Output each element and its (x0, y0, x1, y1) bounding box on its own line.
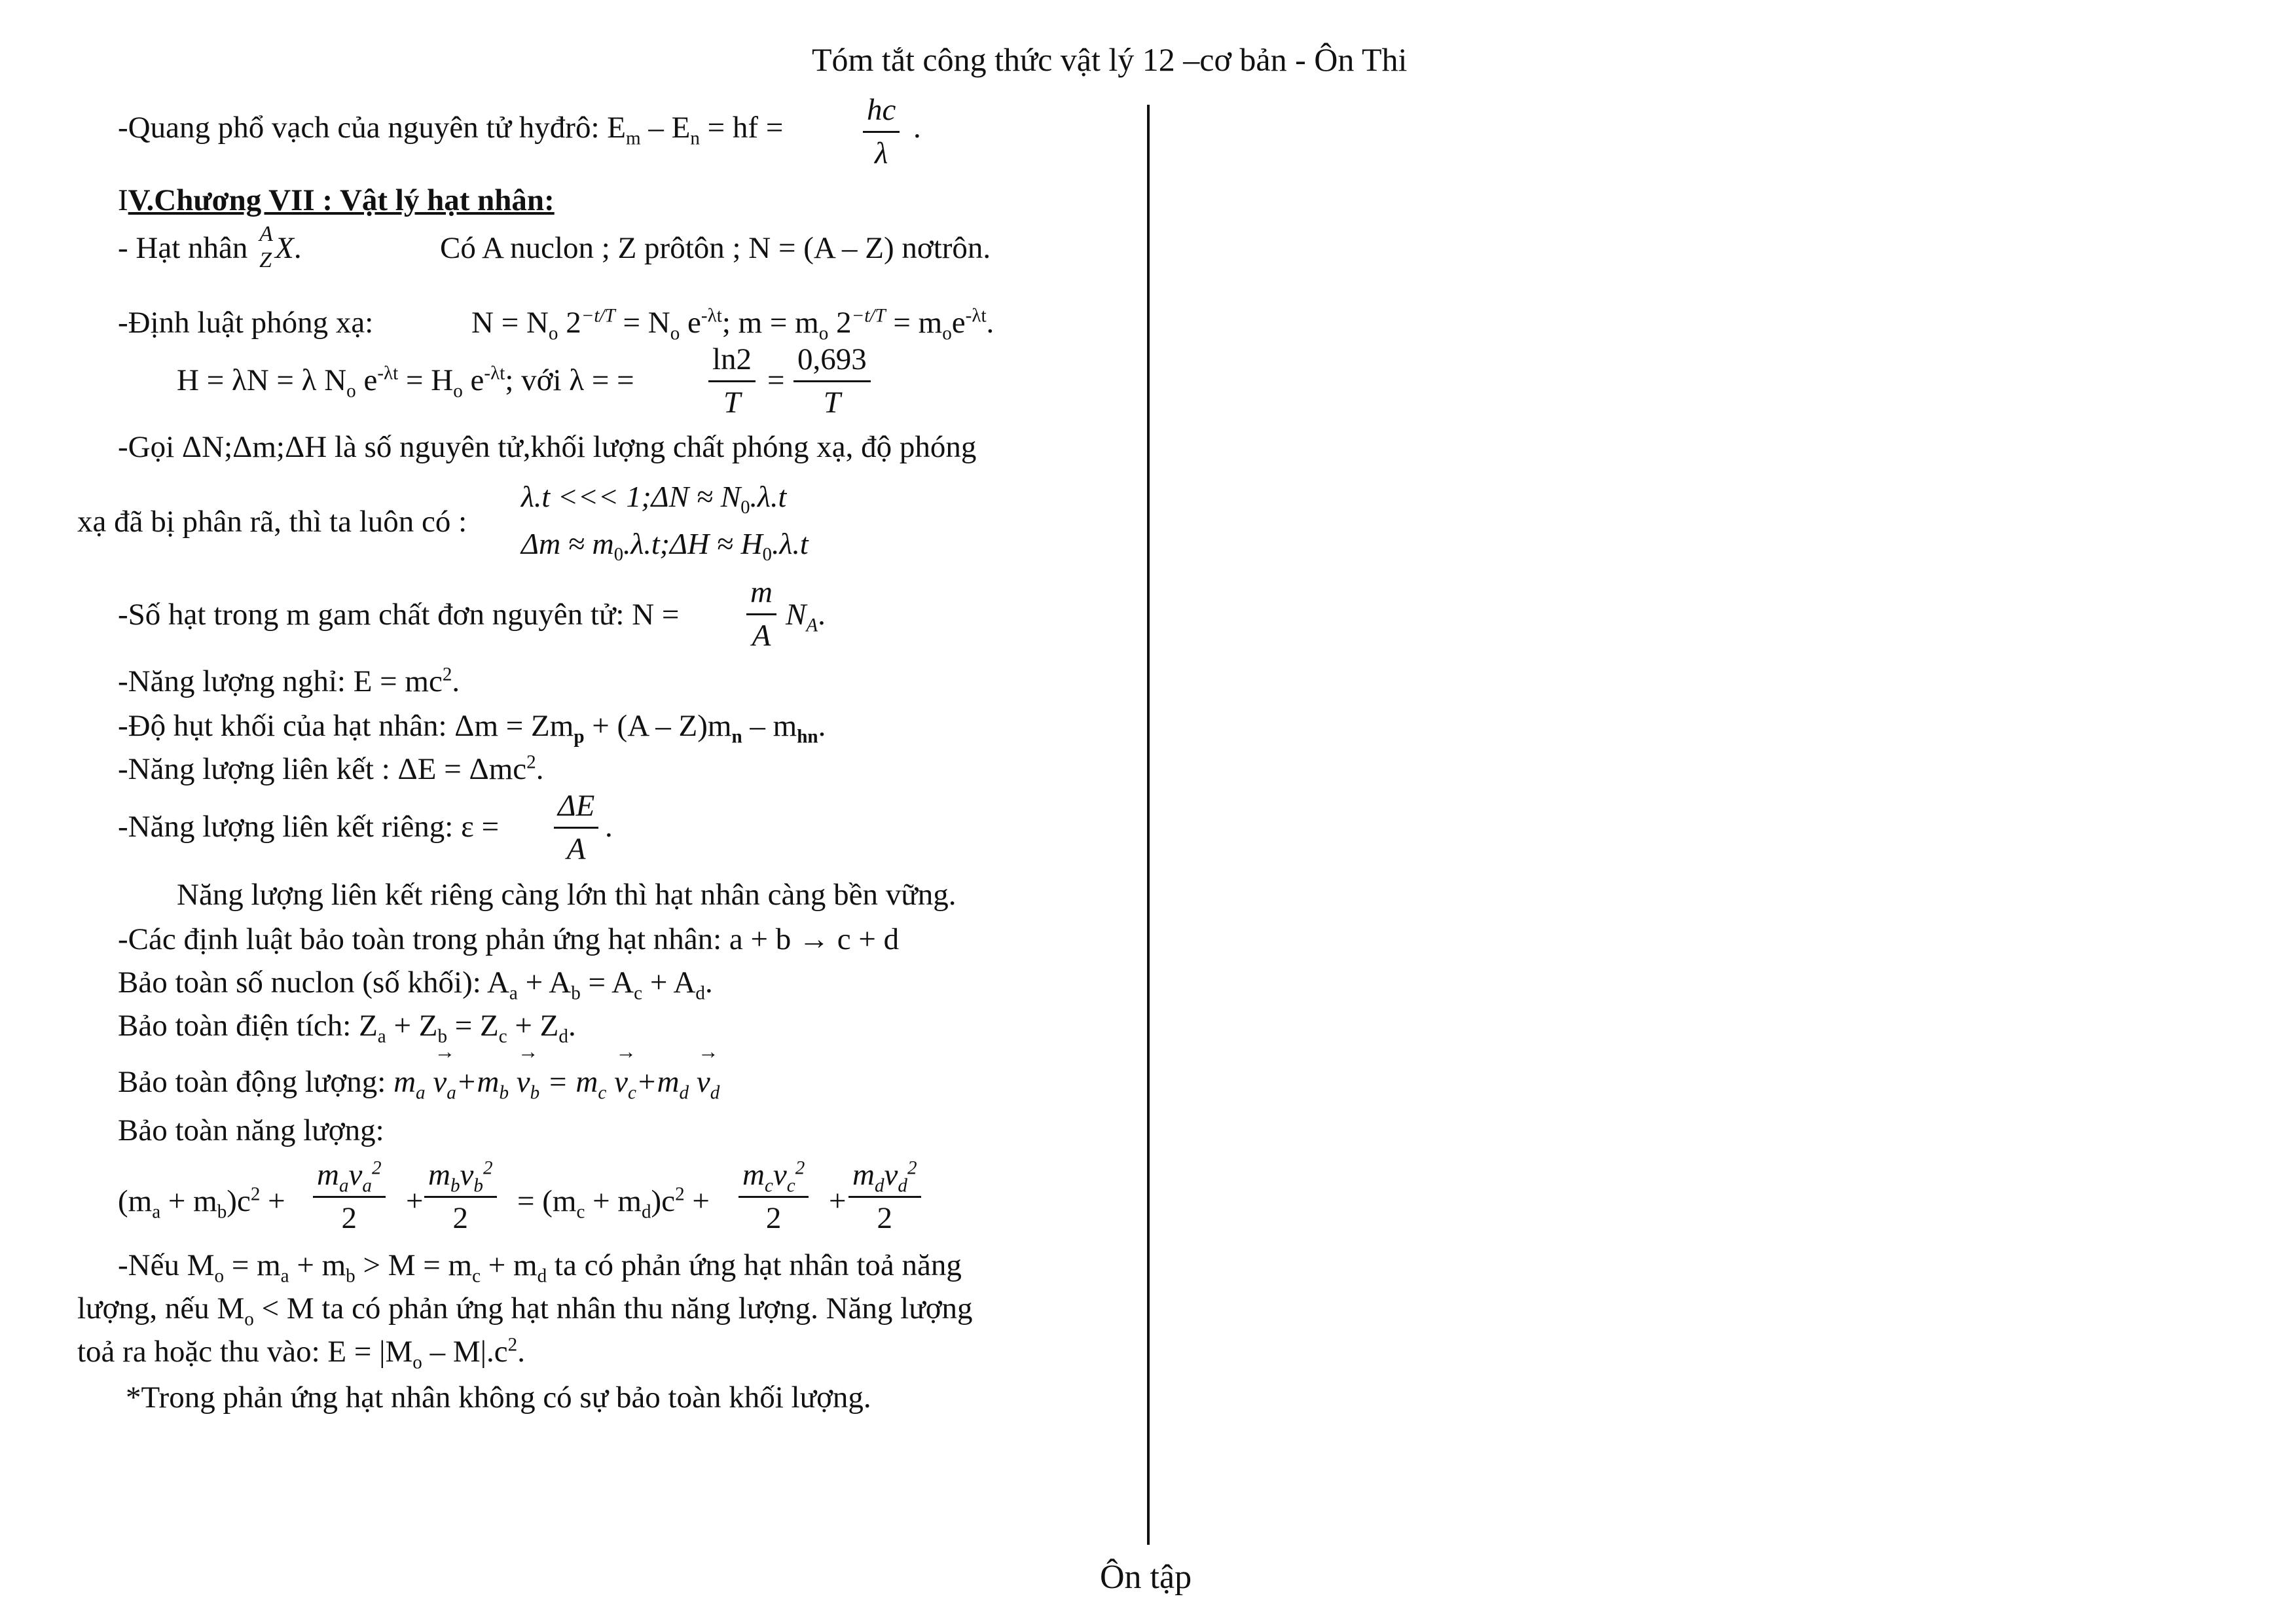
kinetic-b-fraction: $m_bv_b^2$ 2 (424, 1160, 497, 1234)
footer-label: Ôn tập (1100, 1559, 1192, 1596)
reaction-line3: toả ra hoặc thu vào: $E = |M_o - M|.c^2$. (77, 1334, 525, 1373)
delta-e-over-a-fraction: $\frac{\Delta E}{A}$ (554, 791, 598, 865)
activity-formula: H = λN = λ $N_o$ $e^{-\lambda t} = H_o$ $e^{-\lambda t}$; với λ = = (177, 363, 634, 402)
specific-binding-end: . (605, 810, 613, 844)
m-over-a-fraction: $\frac{m}{A}$ (746, 577, 776, 651)
ln2-over-t-fraction: $\frac{\ln 2}{T}$ (708, 344, 756, 418)
hc-over-lambda-fraction: $\frac{hc}{\lambda}$ (863, 95, 900, 169)
kinetic-a-fraction: $m_av_a^2$ 2 (313, 1160, 386, 1234)
nucleus-notation: A Z (259, 222, 273, 273)
plus-sign-2: + (829, 1184, 847, 1218)
reaction-line1: -Nếu $M_o = m_a + m_b > M = m_c + m_d$ ta có phản ứng hạt nhân toả năng (118, 1248, 962, 1287)
page-title: Tóm tắt công thức vật lý 12 –cơ bản - Ôn Thi (812, 41, 1408, 78)
small-decay-condition-1: λ.t <<< 1;ΔN ≈ $N_0.\lambda.t$ (521, 480, 787, 518)
activity-eq2: = (767, 363, 785, 397)
kinetic-c-fraction: $m_cv_c^2$ 2 (738, 1160, 809, 1234)
particle-count-line: -Số hạt trong m gam chất đơn nguyên tử: N = (118, 598, 680, 632)
hydrogen-spectrum-line: -Quang phổ vạch của nguyên tử hyđrô: $E_m - E_n$ = hf = (118, 111, 784, 149)
plus-sign: + (406, 1184, 424, 1218)
conservation-energy: Bảo toàn năng lượng: (118, 1113, 384, 1147)
decay-law-label: -Định luật phóng xạ: (118, 306, 374, 340)
reaction-line2: lượng, nếu $M_o < M$ ta có phản ứng hạt nhân thu năng lượng. Năng lượng (77, 1291, 973, 1330)
binding-energy-line: -Năng lượng liên kết : ΔE = Δmc$^2$. (118, 751, 544, 786)
mass-note: *Trong phản ứng hạt nhân không có sự bảo toàn khối lượng. (126, 1380, 871, 1415)
kinetic-d-fraction: $m_dv_d^2$ 2 (848, 1160, 921, 1234)
energy-equation-right: = $(m_c + m_d)c^2$ + (517, 1183, 710, 1223)
conservation-charge: Bảo toàn điện tích: $Z_a + Z_b = Z_c + Z_d$. (118, 1009, 576, 1047)
decay-const-fraction: $\frac{0,693}{T}$ (793, 344, 871, 418)
section-heading: IV.Chương VII : Vật lý hạt nhân: (118, 183, 555, 217)
avogadro-symbol: $N_A$. (786, 598, 826, 636)
energy-equation-left: $(m_a + m_b)c^2$ + (118, 1183, 285, 1223)
nucleus-description: Có A nuclon ; Z prôtôn ; N = (A – Z) nơtrôn. (440, 231, 991, 265)
mass-defect-line: -Độ hụt khối của hạt nhân: $\Delta m = Zm_p + (A - Z)m_n - m_{hn}$. (118, 709, 826, 748)
stability-line: Năng lượng liên kết riêng càng lớn thì hạt nhân càng bền vững. (177, 878, 957, 912)
column-divider (1147, 105, 1150, 1545)
nucleus-line: - Hạt nhân A Z X. (118, 222, 302, 273)
conservation-momentum: Bảo toàn động lượng: $m_a \to v_a+m_b \to v_b = m_c \to v_c+m_d \to v_d$ (118, 1067, 720, 1098)
small-decay-line2: xạ đã bị phân rã, thì ta luôn có : (77, 505, 467, 539)
hydrogen-end: . (913, 111, 921, 145)
small-decay-line1: -Gọi ΔN;Δm;ΔH là số nguyên tử,khối lượng chất phóng xạ, độ phóng (118, 430, 977, 464)
conservation-intro: -Các định luật bảo toàn trong phản ứng hạt nhân: a + b → c + d (118, 922, 900, 956)
small-decay-condition-2: $\Delta m \approx m_0.\lambda.t;\Delta H \approx H_0.\lambda.t$ (521, 527, 809, 566)
decay-law-formula: $N = N_o$ $2^{-t/T} = N_o$ $e^{-\lambda t}$; $m = m_o$ $2^{-t/T} = m_oe^{-\lambda t}$. (471, 305, 994, 344)
left-column (0, 0, 1139, 1506)
rest-energy-line: -Năng lượng nghỉ: $E = mc^2$. (118, 664, 460, 698)
conservation-nucleon: Bảo toàn số nuclon (số khối): $A_a + A_b = A_c + A_d$. (118, 965, 713, 1004)
specific-binding-line: -Năng lượng liên kết riêng: ε = (118, 810, 500, 844)
